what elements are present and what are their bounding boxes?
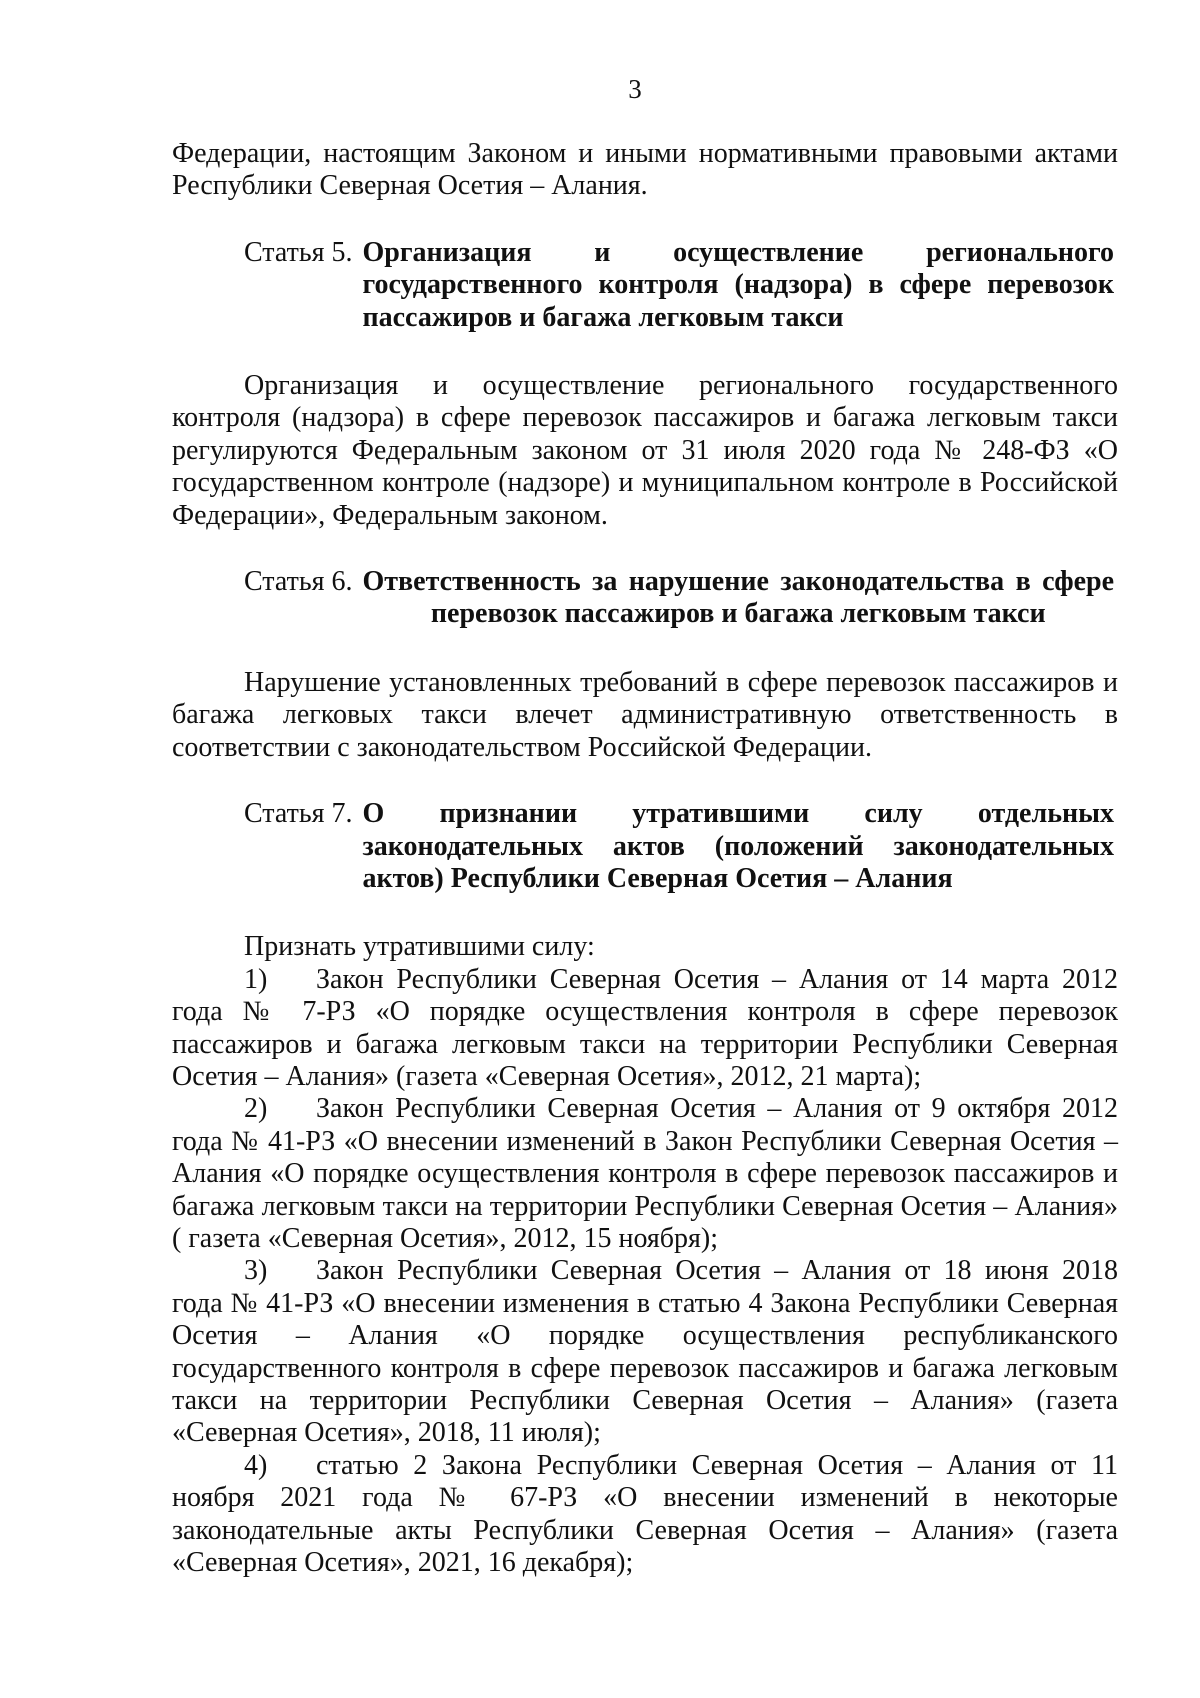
article-5-label: Статья 5. — [244, 236, 353, 268]
article-5-title: Организация и осуществление регионального государственного контроля (надзора) в сфере перевозок пассажиров и багажа легковым такси — [362, 236, 1114, 333]
list-item-number: 4) — [244, 1449, 268, 1481]
article-7-title: О признании утратившими силу отдельных законодательных актов (положений законодательных актов) Республики Северная Осетия – Алания — [362, 798, 1114, 894]
list-item — [172, 1093, 1118, 1255]
article-7-intro: Признать утратившими силу: — [244, 931, 595, 963]
article-7-label: Статья 7. — [244, 798, 353, 830]
page-number: 3 — [628, 74, 642, 104]
list-item-text: Закон Республики Северная Осетия – Алания от 9 октября 2012 года № 41-РЗ «О внесении изменений в Закон Республики Северная Осетия – Алания «О порядке осуществления контроля в сфере перевозок пассажиров и багажа легковым такси на территории Республики Северная Осетия – Алания» ( газета «Северная Осетия», 2012, 15 ноября); — [172, 1093, 1118, 1254]
list-item-number: 1) — [244, 963, 268, 995]
article-6-label: Статья 6. — [244, 566, 353, 598]
list-item — [172, 1255, 1118, 1449]
article-5-heading — [244, 237, 1114, 334]
document-body — [172, 138, 1118, 1579]
list-item-text: Закон Республики Северная Осетия – Алания от 18 июня 2018 года № 41-РЗ «О внесении изменения в статью 4 Закона Республики Северная Осетия – Алания «О порядке осуществления республиканского государственного контроля в сфере перевозок пассажиров и багажа легковым такси на территории Республики Северная Осетия – Алания» (газета «Северная Осетия», 2018, 11 июля); — [172, 1255, 1118, 1449]
article-5-body: Организация и осуществление регионального государственного контроля (надзора) в сфере перевозок пассажиров и багажа легковым такси регулируются Федеральным законом от 31 июля 2020 года № 248-ФЗ «О государственном контроле (надзоре) и муниципальном контроле в Российской Федерации», Федеральным законом. — [172, 370, 1118, 531]
list-item-text: Закон Республики Северная Осетия – Алания от 14 марта 2012 года № 7-РЗ «О порядке осуществления контроля в сфере перевозок пассажиров и багажа легковым такси на территории Республики Северная Осетия – Алания» (газета «Северная Осетия», 2012, 21 марта); — [172, 963, 1118, 1092]
intro-paragraph: Федерации, настоящим Законом и иными нормативными правовыми актами Республики Северная Осетия – Алания. — [172, 138, 1118, 202]
article-6-heading — [244, 566, 1114, 631]
article-6-body: Нарушение установленных требований в сфере перевозок пассажиров и багажа легковых такси влечет административную ответственность в соответствии с законодательством Российской Федерации. — [172, 666, 1118, 763]
list-item-number: 3) — [244, 1255, 268, 1287]
article-6-title: Ответственность за нарушение законодательства в сфере перевозок пассажиров и багажа легковым такси — [362, 566, 1114, 630]
list-item-number: 2) — [244, 1093, 268, 1125]
list-item-text: статью 2 Закона Республики Северная Осетия – Алания от 11 ноября 2021 года № 67-РЗ «О внесении изменений в некоторые законодательные акты Республики Северная Осетия – Алания» (газета «Северная Осетия», 2021, 16 декабря); — [172, 1449, 1118, 1579]
list-item — [172, 1450, 1118, 1580]
article-7-heading — [244, 798, 1114, 895]
list-item — [172, 964, 1118, 1094]
